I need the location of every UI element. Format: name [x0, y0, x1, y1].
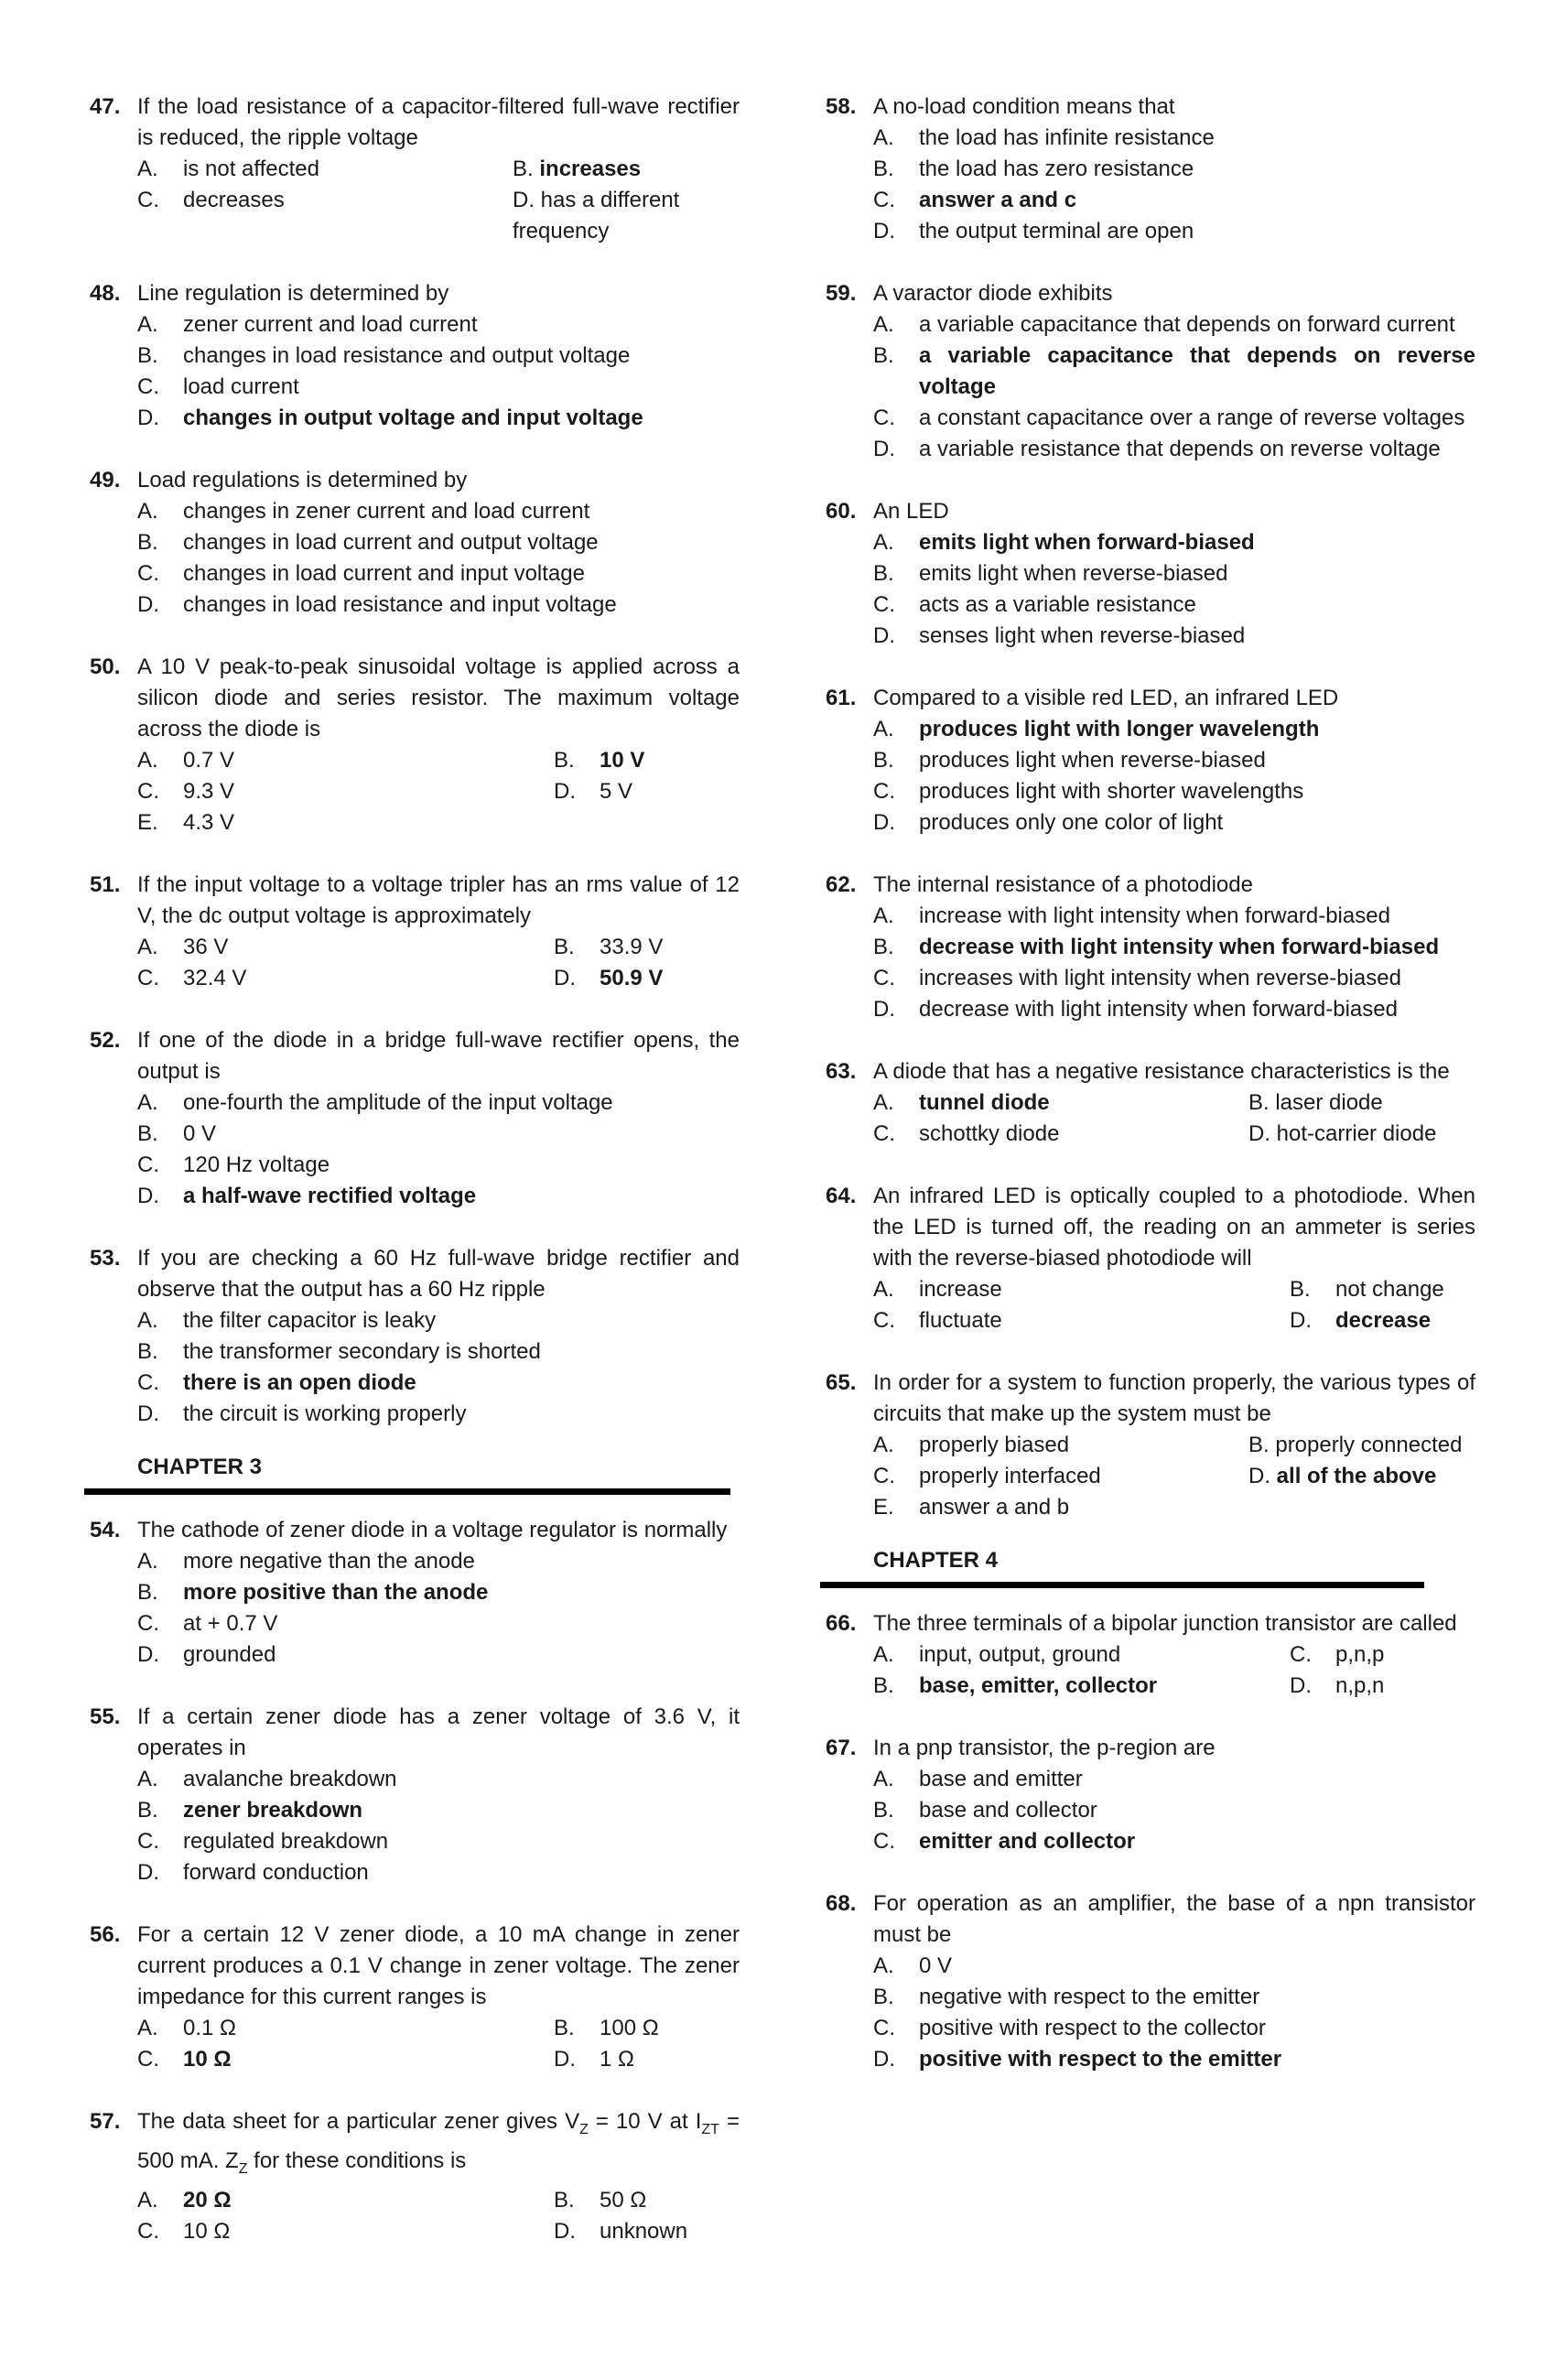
option-d-answer: decrease	[1335, 1308, 1432, 1333]
option-a: avalanche breakdown	[183, 1767, 397, 1791]
option-c: 120 Hz voltage	[183, 1152, 330, 1177]
option-b-answer: base, emitter, collector	[919, 1673, 1158, 1698]
option-c: a constant capacitance over a range of reverse voltages	[919, 406, 1465, 430]
option-d-answer: changes in output voltage and input voltage	[183, 406, 643, 430]
option-c: 9.3 V	[183, 779, 235, 804]
option-a: properly biased	[919, 1433, 1070, 1457]
option-c: load current	[183, 374, 299, 399]
option-d-answer: a half-wave rectified voltage	[183, 1184, 477, 1208]
question-58: 58. A no-load condition means that A. the load has infinite resistance B. the load has zero resistance C. answer a and c D. the output terminal are open	[826, 92, 1475, 247]
chapter-divider	[84, 1488, 730, 1495]
question-text: The data sheet for a particular zener gives $V_Z = 10$ V at $I_{ZT} = 500$ mA. $Z_Z$ for these conditions is	[137, 2109, 740, 2177]
option-c: properly interfaced	[919, 1464, 1101, 1488]
option-c: positive with respect to the collector	[919, 2016, 1266, 2040]
option-c: increases with light intensity when reverse-biased	[919, 966, 1401, 990]
question-60: 60. An LED A. emits light when forward-biased B. emits light when reverse-biased C. acts as a variable resistance D. senses light when reverse-biased	[826, 496, 1475, 652]
option-d-answer: 50.9 V	[600, 966, 664, 990]
option-e: answer a and b	[919, 1495, 1070, 1520]
option-a: more negative than the anode	[183, 1549, 475, 1574]
option-c: 32.4 V	[183, 966, 247, 990]
option-a: one-fourth the amplitude of the input voltage	[183, 1090, 613, 1115]
option-b-answer: zener breakdown	[183, 1798, 363, 1823]
option-d: a variable resistance that depends on reverse voltage	[919, 437, 1441, 461]
option-d: 5 V	[600, 779, 633, 804]
option-a: base and emitter	[919, 1767, 1083, 1791]
option-c: 10 Ω	[183, 2218, 231, 2244]
option-c: produces light with shorter wavelengths	[919, 779, 1304, 804]
option-c: acts as a variable resistance	[919, 592, 1196, 617]
left-column	[90, 92, 740, 2278]
option-a-answer: emits light when forward-biased	[919, 530, 1255, 555]
option-c-answer: 10 Ω	[183, 2047, 232, 2072]
option-a: zener current and load current	[183, 312, 478, 337]
option-a-answer: 20 Ω	[183, 2187, 232, 2212]
option-b-answer: increases	[539, 157, 642, 181]
question-text: If the load resistance of a capacitor-filtered full-wave rectifier is reduced, the ripple voltage	[137, 94, 740, 150]
option-c-answer: answer a and c	[919, 188, 1077, 212]
option-c: p,n,p	[1335, 1642, 1385, 1667]
option-d: changes in load resistance and input voltage	[183, 592, 617, 617]
question-number: 47.	[90, 94, 121, 119]
option-c: regulated breakdown	[183, 1829, 389, 1854]
option-b: 50 Ω	[600, 2187, 647, 2212]
option-b: the transformer secondary is shorted	[183, 1339, 541, 1364]
option-a-answer: produces light with longer wavelength	[919, 717, 1320, 741]
question-62: 62. The internal resistance of a photodiode A. increase with light intensity when forward-biased B. decrease with light intensity when forward-biased C. increases with light intensity when reverse-biased D. decrease with light intensity when forward-biased	[826, 870, 1475, 1025]
question-63: 63. A diode that has a negative resistance characteristics is the A. tunnel diode B. laser diode C. schottky diode D. hot-carrier diode	[826, 1056, 1475, 1150]
option-e: 4.3 V	[183, 810, 235, 835]
option-c: at + 0.7 V	[183, 1611, 278, 1636]
option-d: grounded	[183, 1642, 276, 1667]
question-49: 49. Load regulations is determined by A. changes in zener current and load current B. changes in load current and output voltage C. changes in load current and input voltage D. changes in load resistance and input voltage	[90, 465, 740, 621]
option-b-answer: decrease with light intensity when forward-biased	[919, 935, 1440, 959]
option-c: decreases	[183, 188, 285, 212]
question-56: 56. For a certain 12 V zener diode, a 10 mA change in zener current produces a 0.1 V change in zener voltage. The zener impedance for this current ranges is A. 0.1 Ω B. 100 Ω C. 10 Ω D. 1 Ω	[90, 1920, 740, 2075]
option-b: negative with respect to the emitter	[919, 1985, 1260, 2009]
option-d: unknown	[600, 2218, 688, 2244]
option-b: 100 Ω	[600, 2016, 659, 2040]
question-48: 48. Line regulation is determined by A. zener current and load current B. changes in load resistance and output voltage C. load current D. changes in output voltage and input voltage	[90, 278, 740, 434]
question-67: 67. In a pnp transistor, the p-region are A. base and emitter B. base and collector C. emitter and collector	[826, 1733, 1475, 1857]
option-d-answer: positive with respect to the emitter	[919, 2047, 1282, 2072]
option-d: produces only one color of light	[919, 810, 1224, 835]
option-b: B. properly connected	[1248, 1433, 1463, 1457]
option-b: produces light when reverse-biased	[919, 748, 1266, 773]
option-c-answer: emitter and collector	[919, 1829, 1136, 1854]
question-59: 59. A varactor diode exhibits A. a variable capacitance that depends on forward current B. a variable capacitance that depends on reverse voltage C. a constant capacitance over a range of reverse voltages D. a variable resistance that depends on reverse voltage	[826, 278, 1475, 465]
option-a: 0.7 V	[183, 748, 235, 773]
question-57: 57. The data sheet for a particular zener gives $V_Z = 10$ V at $I_{ZT} = 500$ mA. $Z_Z$ for these conditions is A. 20 Ω B. 50 Ω C. 10 Ω D. unknown	[90, 2106, 740, 2247]
question-53: 53. If you are checking a 60 Hz full-wave bridge rectifier and observe that the output has a 60 Hz ripple A. the filter capacitor is leaky B. the transformer secondary is shorted C. there is an open diode D. the circuit is working properly	[90, 1243, 740, 1430]
option-d: D. has a different frequency	[513, 188, 680, 243]
option-b: 0 V	[183, 1121, 217, 1146]
option-a-answer: tunnel diode	[919, 1090, 1050, 1115]
option-c: fluctuate	[919, 1308, 1002, 1333]
option-d: the circuit is working properly	[183, 1401, 467, 1426]
option-d: D. hot-carrier diode	[1248, 1121, 1437, 1146]
option-a: changes in zener current and load current	[183, 499, 590, 524]
chapter-3-heading: CHAPTER 3	[137, 1455, 263, 1479]
option-b: B. laser diode	[1248, 1090, 1383, 1115]
option-d-answer: all of the above	[1276, 1464, 1437, 1488]
option-b: emits light when reverse-biased	[919, 561, 1228, 586]
option-d: decrease with light intensity when forward-biased	[919, 997, 1398, 1022]
option-b-answer: more positive than the anode	[183, 1580, 489, 1605]
option-a: input, output, ground	[919, 1642, 1121, 1667]
chapter-4-heading: CHAPTER 4	[873, 1548, 999, 1573]
question-65: 65. In order for a system to function properly, the various types of circuits that make up the system must be A. properly biased B. properly connected C. properly interfaced D. all of the above E. answer a and b	[826, 1368, 1475, 1523]
question-50: 50. A 10 V peak-to-peak sinusoidal voltage is applied across a silicon diode and series resistor. The maximum voltage across the diode is A. 0.7 V B. 10 V C. 9.3 V D. 5 V E. 4.3 V	[90, 652, 740, 838]
option-a: increase with light intensity when forward-biased	[919, 903, 1390, 928]
option-a: is not affected	[183, 157, 319, 181]
option-c-answer: there is an open diode	[183, 1370, 416, 1395]
option-a: 0.1 Ω	[183, 2016, 236, 2040]
right-column	[826, 92, 1475, 2106]
option-b-answer: a variable capacitance that depends on reverse voltage	[919, 343, 1475, 399]
option-a: 0 V	[919, 1953, 953, 1978]
option-b: not change	[1335, 1277, 1444, 1302]
option-a: the load has infinite resistance	[919, 125, 1215, 150]
option-d: n,p,n	[1335, 1673, 1385, 1698]
chapter-divider	[820, 1582, 1424, 1588]
option-a: the filter capacitor is leaky	[183, 1308, 437, 1333]
option-a: increase	[919, 1277, 1002, 1302]
option-b-answer: 10 V	[600, 748, 645, 773]
option-c: changes in load current and input voltage	[183, 561, 585, 586]
option-d: the output terminal are open	[919, 219, 1194, 243]
option-b: 33.9 V	[600, 935, 664, 959]
question-51: 51. If the input voltage to a voltage tripler has an rms value of 12 V, the dc output voltage is approximately A. 36 V B. 33.9 V C. 32.4 V D. 50.9 V	[90, 870, 740, 994]
option-b: the load has zero resistance	[919, 157, 1194, 181]
option-a: 36 V	[183, 935, 229, 959]
question-61: 61. Compared to a visible red LED, an infrared LED A. produces light with longer wavelength B. produces light when reverse-biased C. produces light with shorter wavelengths D. produces only one color of light	[826, 683, 1475, 838]
option-d: forward conduction	[183, 1860, 369, 1885]
question-47: 47. If the load resistance of a capacitor-filtered full-wave rectifier is reduced, the ripple voltage A. is not affected B. increases C. decreases D. has a different frequency	[90, 92, 740, 247]
option-b: changes in load resistance and output voltage	[183, 343, 631, 368]
option-d: senses light when reverse-biased	[919, 623, 1246, 648]
option-b: changes in load current and output voltage	[183, 530, 599, 555]
option-d: 1 Ω	[600, 2047, 634, 2072]
option-a: a variable capacitance that depends on forward current	[919, 312, 1455, 337]
question-54: 54. The cathode of zener diode in a voltage regulator is normally A. more negative than the anode B. more positive than the anode C. at + 0.7 V D. grounded	[90, 1515, 740, 1671]
question-66: 66. The three terminals of a bipolar junction transistor are called A. input, output, ground C. p,n,p B. base, emitter, collector D. n,p,n	[826, 1608, 1475, 1702]
option-b: base and collector	[919, 1798, 1097, 1823]
question-55: 55. If a certain zener diode has a zener voltage of 3.6 V, it operates in A. avalanche breakdown B. zener breakdown C. regulated breakdown D. forward conduction	[90, 1702, 740, 1888]
question-68: 68. For operation as an amplifier, the base of a npn transistor must be A. 0 V B. negative with respect to the emitter C. positive with respect to the collector D. positive with respect to the emitter	[826, 1888, 1475, 2075]
question-52: 52. If one of the diode in a bridge full-wave rectifier opens, the output is A. one-fourth the amplitude of the input voltage B. 0 V C. 120 Hz voltage D. a half-wave rectified voltage	[90, 1025, 740, 1212]
question-64: 64. An infrared LED is optically coupled to a photodiode. When the LED is turned off, the reading on an ammeter is series with the reverse-biased photodiode will A. increase B. not change C. fluctuate D. decrease	[826, 1181, 1475, 1336]
option-c: schottky diode	[919, 1121, 1060, 1146]
